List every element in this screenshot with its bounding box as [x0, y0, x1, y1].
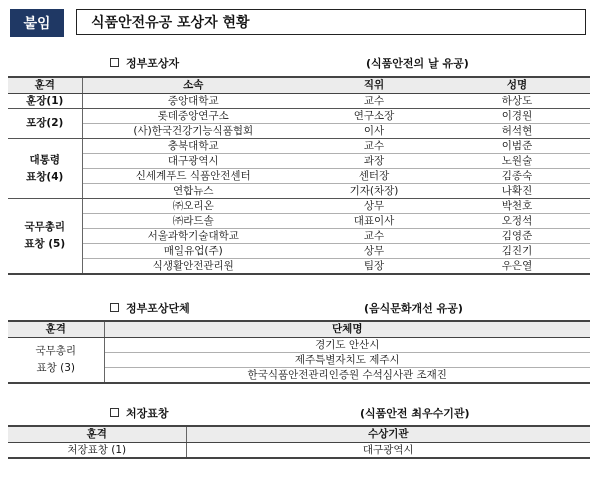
- individual-awards-table: [8, 76, 590, 275]
- position-cell: 과장: [304, 154, 444, 169]
- name-cell: 오정석: [444, 214, 590, 229]
- grade-line: 표창(4): [26, 170, 64, 183]
- name-cell: 나확진: [444, 184, 590, 199]
- position-cell: 교수: [304, 94, 444, 109]
- org-cell: 경기도 안산시: [104, 338, 590, 353]
- position-cell: 팀장: [304, 259, 444, 275]
- table-row: [8, 184, 590, 199]
- affiliation-cell: 연합뉴스: [82, 184, 304, 199]
- table-row: [8, 244, 590, 259]
- position-cell: 기자(차장): [304, 184, 444, 199]
- affiliation-cell: 식생활안전관리원: [82, 259, 304, 275]
- col-header-position: 직위: [304, 77, 444, 94]
- name-cell: 우은열: [444, 259, 590, 275]
- col-header-grade: 훈격: [8, 426, 186, 443]
- table-row: [8, 154, 590, 169]
- grade-line: 표창 (3): [36, 362, 75, 374]
- section-gov-award-groups: [0, 300, 600, 316]
- col-header-name: 성명: [444, 77, 590, 94]
- grade-cell: 훈장(1): [8, 94, 82, 109]
- section-title: 정부포상단체: [126, 302, 190, 315]
- name-cell: 허석현: [444, 124, 590, 139]
- table-row: [8, 199, 590, 214]
- table-row: [8, 124, 590, 139]
- affiliation-cell: 롯데중앙연구소: [82, 109, 304, 124]
- position-cell: 교수: [304, 139, 444, 154]
- grade-cell: [8, 338, 104, 384]
- org-cell: 한국식품안전관리인증원 수석심사관 조재진: [104, 368, 590, 384]
- table-row: [8, 169, 590, 184]
- grade-line: 국무총리: [35, 345, 77, 357]
- grade-cell: [8, 139, 82, 199]
- position-cell: 이사: [304, 124, 444, 139]
- position-cell: 연구소장: [304, 109, 444, 124]
- position-cell: 상무: [304, 199, 444, 214]
- affiliation-cell: 서울과학기술대학교: [82, 229, 304, 244]
- grade-cell: 포장(2): [8, 109, 82, 139]
- table-row: [8, 214, 590, 229]
- grade-line: 표창 (5): [24, 238, 66, 250]
- grade-line: 국무총리: [24, 221, 66, 233]
- section-gov-award-individuals: [0, 55, 600, 71]
- table-row: [8, 139, 590, 154]
- checkbox-square-icon: [110, 303, 119, 312]
- name-cell: 박천호: [444, 199, 590, 214]
- org-cell: 대구광역시: [186, 443, 590, 459]
- table-header-row: [8, 77, 590, 94]
- checkbox-square-icon: [110, 408, 119, 417]
- affiliation-cell: ㈜오리온: [82, 199, 304, 214]
- minister-award-table: [8, 425, 590, 459]
- affiliation-cell: 매일유업(주): [82, 244, 304, 259]
- position-cell: 센터장: [304, 169, 444, 184]
- page-title: 식품안전유공 포상자 현황: [76, 9, 586, 35]
- attachment-badge: 붙임: [10, 9, 64, 37]
- name-cell: 노원술: [444, 154, 590, 169]
- col-header-affiliation: 소속: [82, 77, 304, 94]
- group-awards-table: [8, 320, 590, 384]
- table-row: [8, 443, 590, 459]
- col-header-org: 단체명: [104, 321, 590, 338]
- table-row: [8, 338, 590, 353]
- affiliation-cell: ㈜라드솔: [82, 214, 304, 229]
- section-note: (식품안전의 날 유공): [366, 57, 469, 70]
- section-note: (음식문화개선 유공): [364, 302, 463, 315]
- affiliation-cell: (사)한국건강기능식품협회: [82, 124, 304, 139]
- section-title: 처장표창: [126, 407, 169, 420]
- section-minister-award: [0, 405, 600, 421]
- name-cell: 김종숙: [444, 169, 590, 184]
- table-header-row: [8, 426, 590, 443]
- col-header-org: 수상기관: [186, 426, 590, 443]
- section-note: (식품안전 최우수기관): [360, 407, 470, 420]
- position-cell: 상무: [304, 244, 444, 259]
- affiliation-cell: 중앙대학교: [82, 94, 304, 109]
- affiliation-cell: 충북대학교: [82, 139, 304, 154]
- name-cell: 이경원: [444, 109, 590, 124]
- position-cell: 대표이사: [304, 214, 444, 229]
- table-row: [8, 229, 590, 244]
- affiliation-cell: 대구광역시: [82, 154, 304, 169]
- table-header-row: [8, 321, 590, 338]
- grade-cell: 처장표창 (1): [8, 443, 186, 459]
- col-header-grade: 훈격: [8, 321, 104, 338]
- grade-cell: [8, 199, 82, 275]
- name-cell: 하상도: [444, 94, 590, 109]
- position-cell: 교수: [304, 229, 444, 244]
- checkbox-square-icon: [110, 58, 119, 67]
- grade-line: 대통령: [29, 153, 60, 166]
- table-row: [8, 109, 590, 124]
- col-header-grade: 훈격: [8, 77, 82, 94]
- section-title: 정부포상자: [126, 57, 180, 70]
- affiliation-cell: 신세계푸드 식품안전센터: [82, 169, 304, 184]
- name-cell: 김영준: [444, 229, 590, 244]
- header: [10, 9, 588, 37]
- org-cell: 제주특별자치도 제주시: [104, 353, 590, 368]
- name-cell: 김진기: [444, 244, 590, 259]
- table-row: [8, 259, 590, 275]
- name-cell: 이범준: [444, 139, 590, 154]
- table-row: [8, 94, 590, 109]
